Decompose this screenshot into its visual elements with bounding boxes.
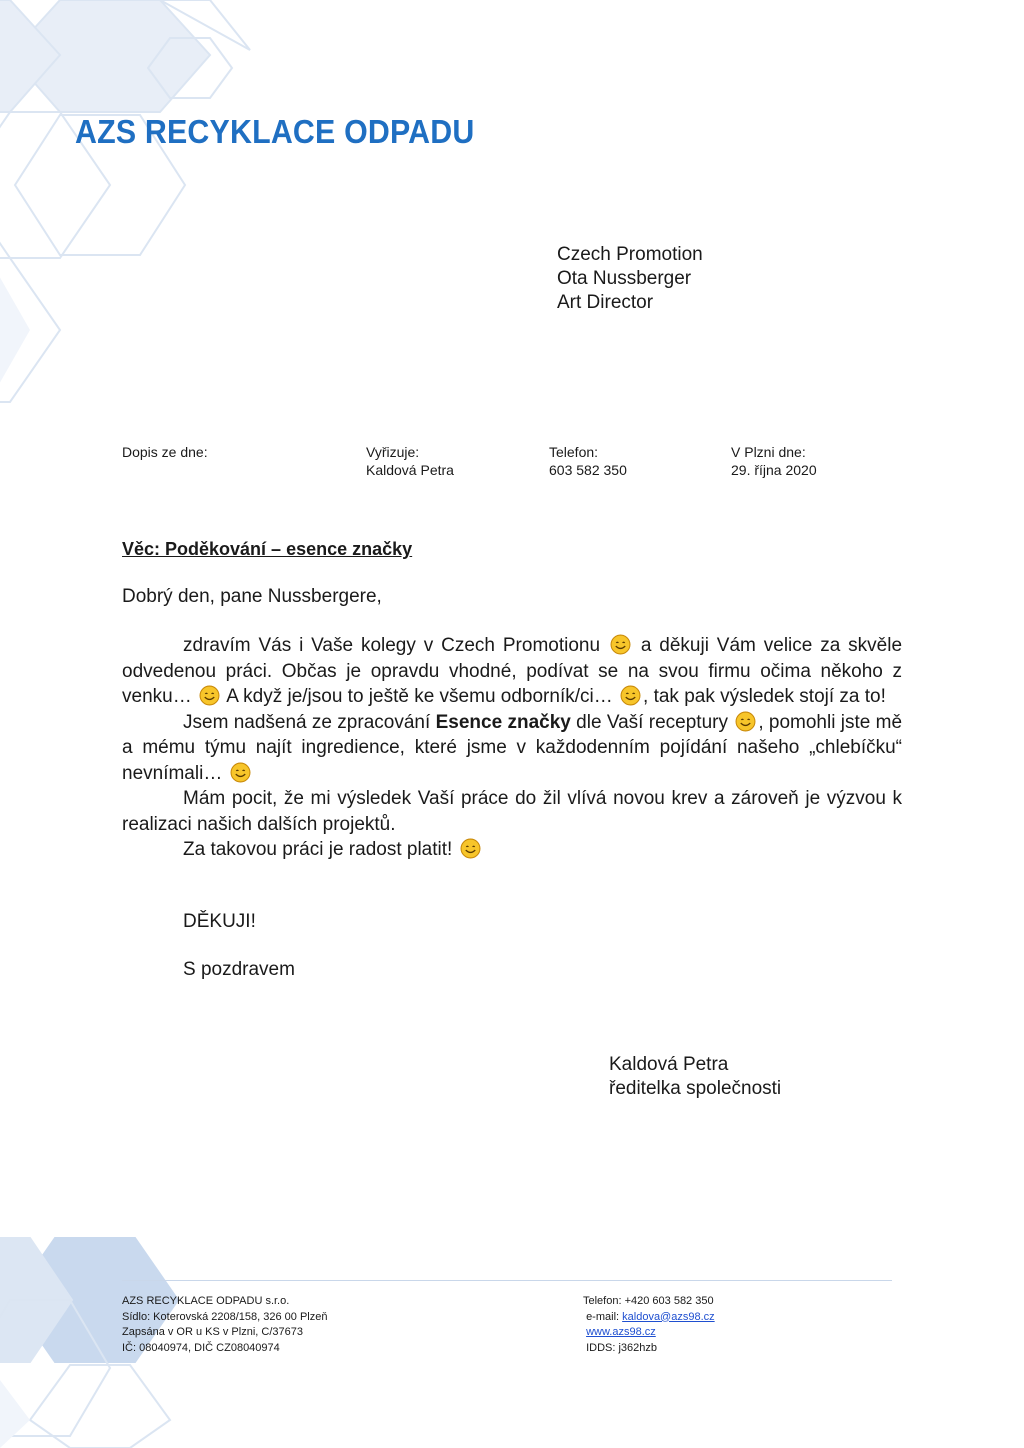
- smiley-icon: [620, 685, 641, 706]
- meta-handled-by: [366, 443, 454, 479]
- footer-tax-ids: IČ: 08040974, DIČ CZ08040974: [122, 1341, 280, 1354]
- footer-divider: [122, 1280, 892, 1281]
- footer-web-line: [583, 1325, 715, 1341]
- thanks-line: DĚKUJI!: [183, 911, 256, 932]
- letter-subject: Věc: Poděkování – esence značky: [122, 539, 413, 559]
- meta-phone: [549, 443, 627, 479]
- handled-by-value: Kaldová Petra: [366, 462, 454, 478]
- footer-idds-text: IDDS: j362hzb: [586, 1341, 657, 1354]
- hexagon-shape: [0, 1380, 30, 1448]
- smiley-icon: [610, 634, 631, 655]
- footer-phone: Telefon: +420 603 582 350: [583, 1295, 714, 1307]
- recipient-address-block: [557, 243, 703, 315]
- body-text-span: zdravím Vás i Vaše kolegy v Czech Promotionu: [183, 635, 601, 656]
- body-text-span: dle Vaší receptury: [576, 711, 728, 733]
- body-bold-text: Esence značky: [435, 711, 571, 733]
- handled-by-label: Vyřizuje:: [366, 444, 420, 460]
- letter-body: [122, 633, 902, 863]
- signature-block: [609, 1053, 781, 1101]
- letter-greeting: Dobrý den, pane Nussbergere,: [122, 586, 382, 607]
- body-text-span: a děkuji Vám velice za skvěle odvedenou práci. Občas je opravdu vhodné, podívat se na svou firmu očima někoho z venku…: [122, 635, 903, 707]
- footer-web-link[interactable]: www.azs98.cz: [586, 1326, 656, 1338]
- footer-company-name: AZS RECYKLACE ODPADU s.r.o.: [122, 1295, 290, 1307]
- recipient-person: Ota Nussberger: [557, 268, 692, 289]
- footer-email-link[interactable]: kaldova@azs98.cz: [622, 1310, 715, 1323]
- hexagon-shape: [30, 1365, 170, 1448]
- smiley-icon: [199, 685, 220, 706]
- footer-registration: Zapsána v OR u KS v Plzni, C/37673: [122, 1326, 303, 1338]
- footer-email-line: [583, 1310, 715, 1326]
- body-text-span: , pomohli jste mě a mému týmu najít ingredience, které jsme v každodenním pojídání našeho „chlebíčku“ nevnímali…: [122, 711, 903, 784]
- footer-address: Sídlo: Koterovská 2208/158, 326 00 Plzeň: [122, 1310, 328, 1323]
- footer-idds: [583, 1341, 715, 1357]
- letter-date-label: Dopis ze dne:: [122, 444, 208, 460]
- phone-label: Telefon:: [549, 444, 599, 460]
- footer-email-label: e-mail:: [586, 1310, 620, 1323]
- phone-value: 603 582 350: [549, 462, 627, 478]
- meta-letter-date: [122, 443, 208, 461]
- footer-contact-info: [583, 1294, 715, 1356]
- recipient-title: Art Director: [557, 292, 654, 313]
- place-date-label: V Plzni dne:: [731, 444, 806, 460]
- closing-line: S pozdravem: [183, 959, 295, 980]
- smiley-icon: [460, 838, 481, 859]
- signature-name: Kaldová Petra: [609, 1054, 729, 1075]
- body-paragraph: [122, 710, 902, 787]
- body-paragraph: [122, 633, 902, 710]
- company-name-heading: AZS RECYKLACE ODPADU: [75, 113, 475, 150]
- body-text-span: Za takovou práci je radost platit!: [183, 839, 453, 860]
- body-text-span: , tak pak výsledek stojí za to!: [643, 686, 886, 707]
- footer-company-info: [122, 1294, 327, 1356]
- body-paragraph: Mám pocit, že mi výsledek Vaší práce do žil vlívá novou krev a zároveň je výzvou k realizaci našich dalších projektů.: [122, 788, 902, 835]
- place-date-value: 29. října 2020: [731, 462, 817, 478]
- smiley-icon: [230, 762, 251, 783]
- body-text-span: A když je/jsou to ještě ke všemu odborník/ci…: [226, 686, 613, 707]
- body-text-span: Jsem nadšená ze zpracování: [183, 711, 431, 733]
- meta-place-date: [731, 443, 817, 479]
- signature-title: ředitelka společnosti: [609, 1078, 782, 1099]
- body-paragraph: [122, 837, 902, 863]
- smiley-icon: [735, 711, 756, 732]
- recipient-company: Czech Promotion: [557, 244, 703, 265]
